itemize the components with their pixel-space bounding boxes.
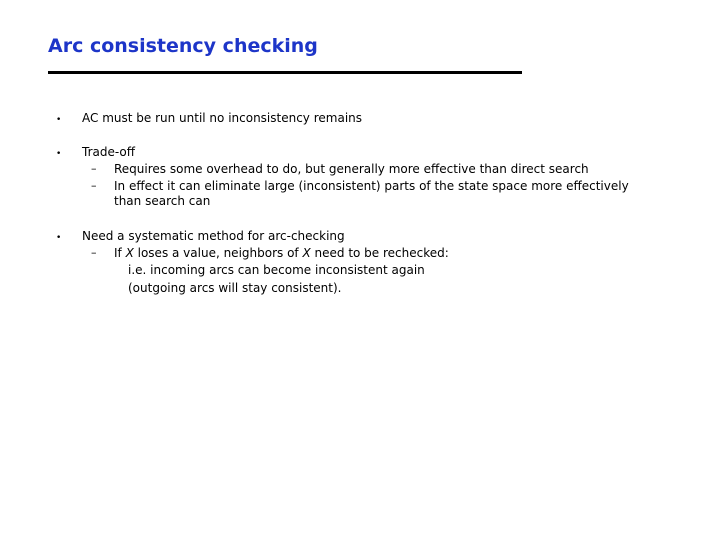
sub-bullet-text-continued: than search can — [114, 194, 211, 208]
bullet-marker: • — [56, 233, 62, 243]
continuation-text: (outgoing arcs will stay consistent). — [128, 281, 342, 295]
sub-bullet-text: In effect it can eliminate large (inconsistent) parts of the state space more effectively — [114, 179, 629, 193]
bullet-marker: • — [56, 149, 62, 159]
variable-x: X — [125, 246, 134, 260]
bullet-text: AC must be run until no inconsistency remains — [82, 111, 363, 125]
bullet-marker: • — [56, 115, 62, 125]
bullet-text: Trade-off — [82, 145, 136, 159]
continuation-text: i.e. incoming arcs can become inconsistent again — [128, 263, 425, 277]
text-segment: need to be rechecked: — [310, 246, 449, 260]
bullet-text: Need a systematic method for arc-checking — [82, 229, 345, 243]
sub-bullet-marker: – — [91, 179, 97, 192]
sub-bullet-marker: – — [91, 246, 97, 259]
sub-bullet-text: Requires some overhead to do, but generally more effective than direct search — [114, 162, 589, 176]
sub-bullet-text — [114, 245, 449, 262]
sub-bullet-marker: – — [91, 162, 97, 175]
variable-x: X — [302, 246, 311, 260]
text-segment: If — [114, 246, 126, 260]
slide-title: Arc consistency checking — [48, 35, 318, 57]
text-segment: loses a value, neighbors of — [133, 246, 303, 260]
title-underline — [48, 71, 522, 74]
